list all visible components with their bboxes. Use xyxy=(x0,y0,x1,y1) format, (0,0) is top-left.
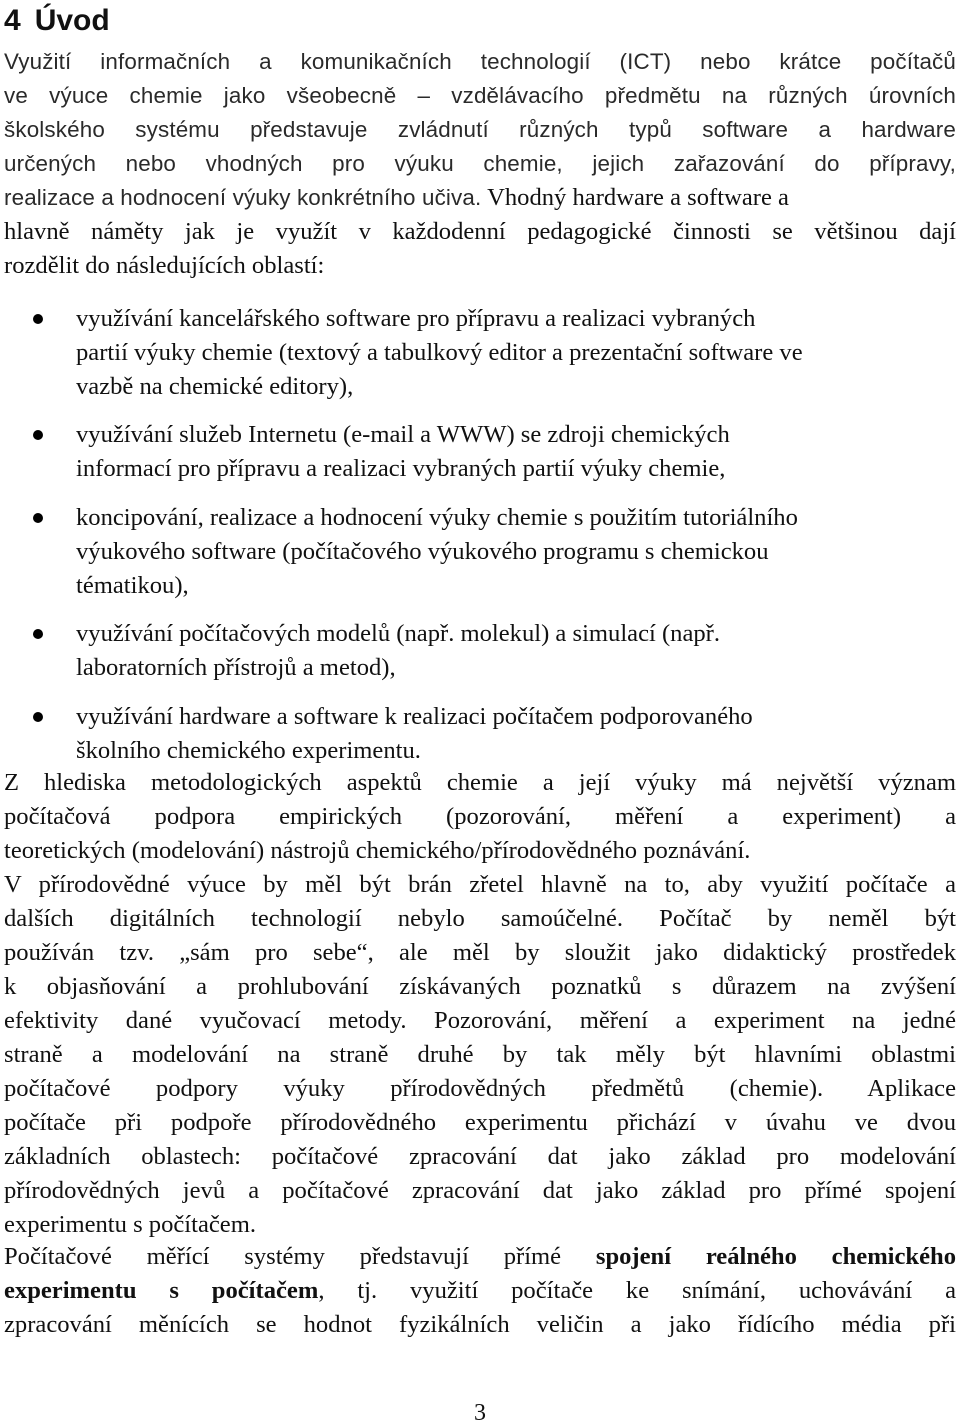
bold-run: experimentu s počítačem xyxy=(4,1277,319,1304)
intro-line: Využití informačních a komunikačních technologií (ICT) nebo krátce počítačů xyxy=(4,49,956,74)
page-number: 3 xyxy=(474,1400,486,1426)
list-item-line: vazbě na chemické editory), xyxy=(76,373,354,400)
paragraph-line: straně a modelování na straně druhé by tak měly být hlavními oblastmi xyxy=(4,1041,956,1068)
paragraph-line: experimentu s počítačem. xyxy=(4,1211,256,1238)
list-item-line: koncipování, realizace a hodnocení výuky chemie s použitím tutoriálního xyxy=(76,504,798,531)
list-item-line: využívání služeb Internetu (e-mail a WWW) se zdroji chemických xyxy=(76,421,730,448)
paragraph-line: přírodovědných jevů a počítačové zpracování dat jako základ pro přímé spojení xyxy=(4,1177,956,1204)
paragraph-line: zpracování měnících se hodnot fyzikálních veličin a jako řídícího média při xyxy=(4,1311,956,1338)
paragraph-line: počítačová podpora empirických (pozorování, měření a experiment) a xyxy=(4,803,956,830)
intro-line-serif-part: Vhodný hardware a software a xyxy=(481,184,789,211)
paragraph-line: počítače při podpoře přírodovědného experimentu přichází v úvahu ve dvou xyxy=(4,1109,956,1136)
paragraph-line xyxy=(4,1274,956,1308)
paragraph-line: efektivity dané vyučovací metody. Pozorování, měření a experiment na jedné xyxy=(4,1007,956,1034)
intro-line: ve výuce chemie jako všeobecně – vzdělávacího předmětu na různých úrovních xyxy=(4,83,956,108)
paragraph-line: používán tzv. „sám pro sebe“, ale měl by sloužit jako didaktický prostředek xyxy=(4,939,956,966)
list-item-line: výukového software (počítačového výukového programu s chemickou xyxy=(76,538,769,565)
paragraph-line: teoretických (modelování) nástrojů chemického/přírodovědného poznávání. xyxy=(4,837,751,864)
intro-line: školského systému představuje zvládnutí různých typů software a hardware xyxy=(4,117,956,142)
paragraph-line: k objasňování a prohlubování získávaných poznatků s důrazem na zvýšení xyxy=(4,973,956,1000)
list-item-line: informací pro přípravu a realizaci vybraných partií výuky chemie, xyxy=(76,455,726,482)
text-run: , tj. využití počítače ke snímání, uchovávání a xyxy=(318,1277,956,1304)
list-item-line: tématikou), xyxy=(76,572,189,599)
text-run: Počítačové měřící systémy představují přímé xyxy=(4,1243,596,1270)
intro-line: rozdělit do následujících oblastí: xyxy=(4,252,325,279)
section-heading xyxy=(4,2,110,40)
list-item-line: školního chemického experimentu. xyxy=(76,737,421,764)
list-item-line: využívání kancelářského software pro přípravu a realizaci vybraných xyxy=(76,305,756,332)
paragraph-line: základních oblastech: počítačové zpracování dat jako základ pro modelování xyxy=(4,1143,956,1170)
paragraph-line xyxy=(4,1240,956,1274)
bullet-icon xyxy=(33,430,43,440)
bullet-icon xyxy=(33,629,43,639)
list-item-line: partií výuky chemie (textový a tabulkový editor a prezentační software ve xyxy=(76,339,803,366)
list-item-line: využívání počítačových modelů (např. molekul) a simulací (např. xyxy=(76,620,721,647)
intro-line-sans-part: realizace a hodnocení výuky konkrétního učiva. xyxy=(4,185,482,210)
bullet-icon xyxy=(33,712,43,722)
bullet-icon xyxy=(33,513,43,523)
bold-run: spojení reálného chemického xyxy=(595,1243,956,1270)
intro-line: hlavně náměty jak je využít v každodenní pedagogické činnosti se většinou dají xyxy=(4,218,956,245)
section-title: Úvod xyxy=(34,4,110,37)
bullet-icon xyxy=(33,314,43,324)
paragraph-line: dalších digitálních technologií nebylo samoúčelné. Počítač by neměl být xyxy=(4,905,956,932)
section-number: 4 xyxy=(4,4,21,37)
intro-line xyxy=(4,181,956,215)
paragraph-line: počítačové podpory výuky přírodovědných předmětů (chemie). Aplikace xyxy=(4,1075,956,1102)
list-item-line: využívání hardware a software k realizaci počítačem podporovaného xyxy=(76,703,753,730)
intro-line: určených nebo vhodných pro výuku chemie, jejich zařazování do přípravy, xyxy=(4,151,956,176)
paragraph-line: Z hlediska metodologických aspektů chemie a její výuky má největší význam xyxy=(4,769,956,796)
paragraph-line: V přírodovědné výuce by měl být brán zřetel hlavně na to, aby využití počítače a xyxy=(4,871,956,898)
list-item-line: laboratorních přístrojů a metod), xyxy=(76,654,396,681)
